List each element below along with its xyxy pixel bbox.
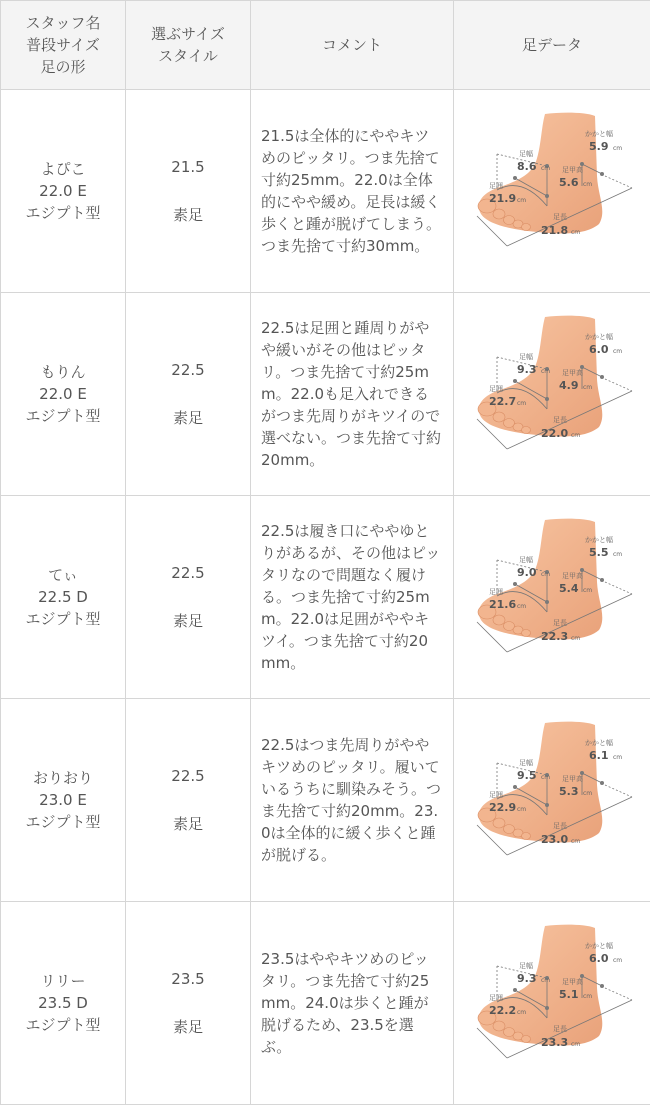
length-unit: cm [571,432,580,439]
chosen-style: 素足 [126,407,250,429]
staff-name: よぴこ [1,158,125,180]
toe-2 [493,1021,505,1031]
instep-label: 足甲高 [562,774,583,783]
girth-label: 足囲 [489,993,503,1002]
girth-unit: cm [517,1009,526,1016]
width-label: 足幅 [519,149,533,158]
size-cell [126,699,251,902]
instep-label: 足甲高 [562,977,583,986]
table-row [1,293,650,496]
length-label: 足長 [553,1024,567,1033]
point-width-b [545,1006,549,1010]
header-staff-line2: 普段サイズ [1,34,125,56]
length-label: 足長 [553,212,567,221]
foot-width-unit: cm [541,774,550,781]
toe-5 [522,224,531,231]
length-unit: cm [571,229,580,236]
length-end-right [605,176,632,188]
staff-name: もりん [1,361,125,383]
instep-label: 足甲高 [562,571,583,580]
staff-cell [1,90,126,293]
staff-usual-size: 23.5 D [1,992,125,1014]
staff-foot-shape: エジプト型 [1,202,125,224]
instep-value: 5.6 [559,176,579,189]
toe-2 [493,818,505,828]
foot-diagram [467,715,637,885]
point-width-a [513,582,517,586]
header-size-line1: 選ぶサイズ [126,23,250,45]
girth-label: 足囲 [489,384,503,393]
chosen-style: 素足 [126,610,250,632]
staff-usual-size: 22.0 E [1,383,125,405]
foot-diagram [467,309,637,479]
foot-width-unit: cm [541,977,550,984]
size-cell [126,90,251,293]
staff-usual-size: 22.0 E [1,180,125,202]
toe-2 [493,412,505,422]
point-width-a [513,176,517,180]
chosen-style: 素足 [126,204,250,226]
girth-value: 22.2 [489,1004,516,1017]
instep-unit: cm [583,384,592,391]
point-width-a [513,379,517,383]
foot-width-value: 9.3 [517,363,537,376]
chosen-size: 21.5 [126,156,250,178]
foot-width-value: 9.5 [517,769,537,782]
point-heel-end [600,984,604,988]
foot-width-value: 8.6 [517,160,537,173]
table-row [1,699,650,902]
table-header-row [1,1,650,90]
comment-cell: 22.5は履き口にややゆとりがあるが、その他はピッタリなので問題なく履ける。つま先捨て寸約25mm。22.0は足囲がややキツイ。つま先捨て寸約20mm。 [251,496,454,699]
foot-width-unit: cm [541,165,550,172]
chosen-size: 23.5 [126,968,250,990]
heel-width-value: 6.1 [589,749,609,762]
width-label: 足幅 [519,758,533,767]
point-width-a [513,988,517,992]
point-heel-end [600,172,604,176]
foot-data-cell [454,699,650,902]
instep-unit: cm [583,587,592,594]
length-value: 22.3 [541,630,568,643]
staff-cell [1,293,126,496]
foot-diagram [467,106,637,276]
staff-foot-shape: エジプト型 [1,1014,125,1036]
instep-value: 5.4 [559,582,579,595]
header-foot-data: 足データ [454,1,650,90]
length-unit: cm [571,838,580,845]
comment-cell: 22.5はつま先周りがややキツめのピッタリ。履いているうちに馴染みそう。つま先捨て寸約20mm。23.0は全体的に緩く歩くと踵が脱げる。 [251,699,454,902]
staff-cell [1,496,126,699]
heel-width-unit: cm [613,754,622,761]
girth-unit: cm [517,806,526,813]
table-row [1,496,650,699]
size-cell [126,902,251,1105]
girth-value: 22.7 [489,395,516,408]
toe-5 [522,833,531,840]
length-end-right [605,582,632,594]
instep-label: 足甲高 [562,165,583,174]
chosen-size: 22.5 [126,359,250,381]
heel-width-label: かかと幅 [585,332,613,341]
header-staff-line1: スタッフ名 [1,12,125,34]
heel-width-value: 6.0 [589,952,609,965]
toe-5 [522,630,531,637]
width-label: 足幅 [519,555,533,564]
foot-data-cell [454,902,650,1105]
girth-value: 21.6 [489,598,516,611]
staff-usual-size: 23.0 E [1,789,125,811]
length-label: 足長 [553,415,567,424]
length-label: 足長 [553,821,567,830]
heel-width-unit: cm [613,348,622,355]
heel-width-label: かかと幅 [585,129,613,138]
foot-width-unit: cm [541,368,550,375]
point-width-b [545,397,549,401]
girth-unit: cm [517,197,526,204]
staff-cell [1,902,126,1105]
heel-width-value: 6.0 [589,343,609,356]
girth-label: 足囲 [489,587,503,596]
toe-2 [493,209,505,219]
comment-cell: 21.5は全体的にややキツめのピッタリ。つま先捨て寸約25mm。22.0は全体的にやや緩め。足長は緩く歩くと踵が脱げてしまう。つま先捨て寸約30mm。 [251,90,454,293]
foot-data-cell [454,496,650,699]
heel-width-label: かかと幅 [585,941,613,950]
girth-label: 足囲 [489,181,503,190]
girth-unit: cm [517,400,526,407]
girth-value: 21.9 [489,192,516,205]
size-cell [126,496,251,699]
length-unit: cm [571,1041,580,1048]
chosen-size: 22.5 [126,562,250,584]
chosen-size: 22.5 [126,765,250,787]
instep-unit: cm [583,790,592,797]
point-heel-end [600,375,604,379]
size-cell [126,293,251,496]
heel-width-value: 5.5 [589,546,609,559]
length-end-right [605,988,632,1000]
header-staff [1,1,126,90]
foot-data-cell [454,90,650,293]
girth-value: 22.9 [489,801,516,814]
instep-unit: cm [583,181,592,188]
comment-cell: 23.5はややキツめのピッタリ。つま先捨て寸約25mm。24.0は歩くと踵が脱げるため、23.5を選ぶ。 [251,902,454,1105]
staff-foot-shape: エジプト型 [1,405,125,427]
girth-label: 足囲 [489,790,503,799]
girth-unit: cm [517,603,526,610]
staff-cell [1,699,126,902]
instep-unit: cm [583,993,592,1000]
table-row [1,902,650,1105]
heel-width-unit: cm [613,145,622,152]
staff-foot-shape: エジプト型 [1,811,125,833]
foot-width-value: 9.3 [517,972,537,985]
length-end-right [605,785,632,797]
instep-label: 足甲高 [562,368,583,377]
comment-cell: 22.5は足囲と踵周りがやや緩いがその他はピッタリ。つま先捨て寸約25mm。22.0も足入れできるがつま先周りがキツイので選べない。つま先捨て寸約20mm。 [251,293,454,496]
toe-5 [522,1036,531,1043]
foot-width-unit: cm [541,571,550,578]
toe-2 [493,615,505,625]
foot-data-cell [454,293,650,496]
instep-value: 4.9 [559,379,579,392]
point-width-b [545,194,549,198]
toe-5 [522,427,531,434]
length-end-right [605,379,632,391]
chosen-style: 素足 [126,1016,250,1038]
foot-diagram [467,918,637,1088]
width-label: 足幅 [519,352,533,361]
instep-value: 5.3 [559,785,579,798]
staff-name: おりおり [1,767,125,789]
length-value: 23.0 [541,833,568,846]
instep-value: 5.1 [559,988,579,1001]
point-width-b [545,803,549,807]
width-label: 足幅 [519,961,533,970]
length-value: 23.3 [541,1036,568,1049]
staff-name: てぃ [1,564,125,586]
chosen-style: 素足 [126,813,250,835]
length-value: 21.8 [541,224,568,237]
table-row [1,90,650,293]
point-width-a [513,785,517,789]
heel-width-label: かかと幅 [585,535,613,544]
staff-name: リリー [1,970,125,992]
length-value: 22.0 [541,427,568,440]
foot-diagram [467,512,637,682]
heel-width-unit: cm [613,957,622,964]
staff-foot-shape: エジプト型 [1,608,125,630]
heel-width-unit: cm [613,551,622,558]
header-size [126,1,251,90]
length-label: 足長 [553,618,567,627]
staff-usual-size: 22.5 D [1,586,125,608]
heel-width-value: 5.9 [589,140,609,153]
header-staff-line3: 足の形 [1,56,125,78]
header-size-line2: スタイル [126,45,250,67]
point-width-b [545,600,549,604]
header-comment: コメント [251,1,454,90]
length-unit: cm [571,635,580,642]
heel-width-label: かかと幅 [585,738,613,747]
point-heel-end [600,781,604,785]
point-heel-end [600,578,604,582]
foot-width-value: 9.0 [517,566,537,579]
